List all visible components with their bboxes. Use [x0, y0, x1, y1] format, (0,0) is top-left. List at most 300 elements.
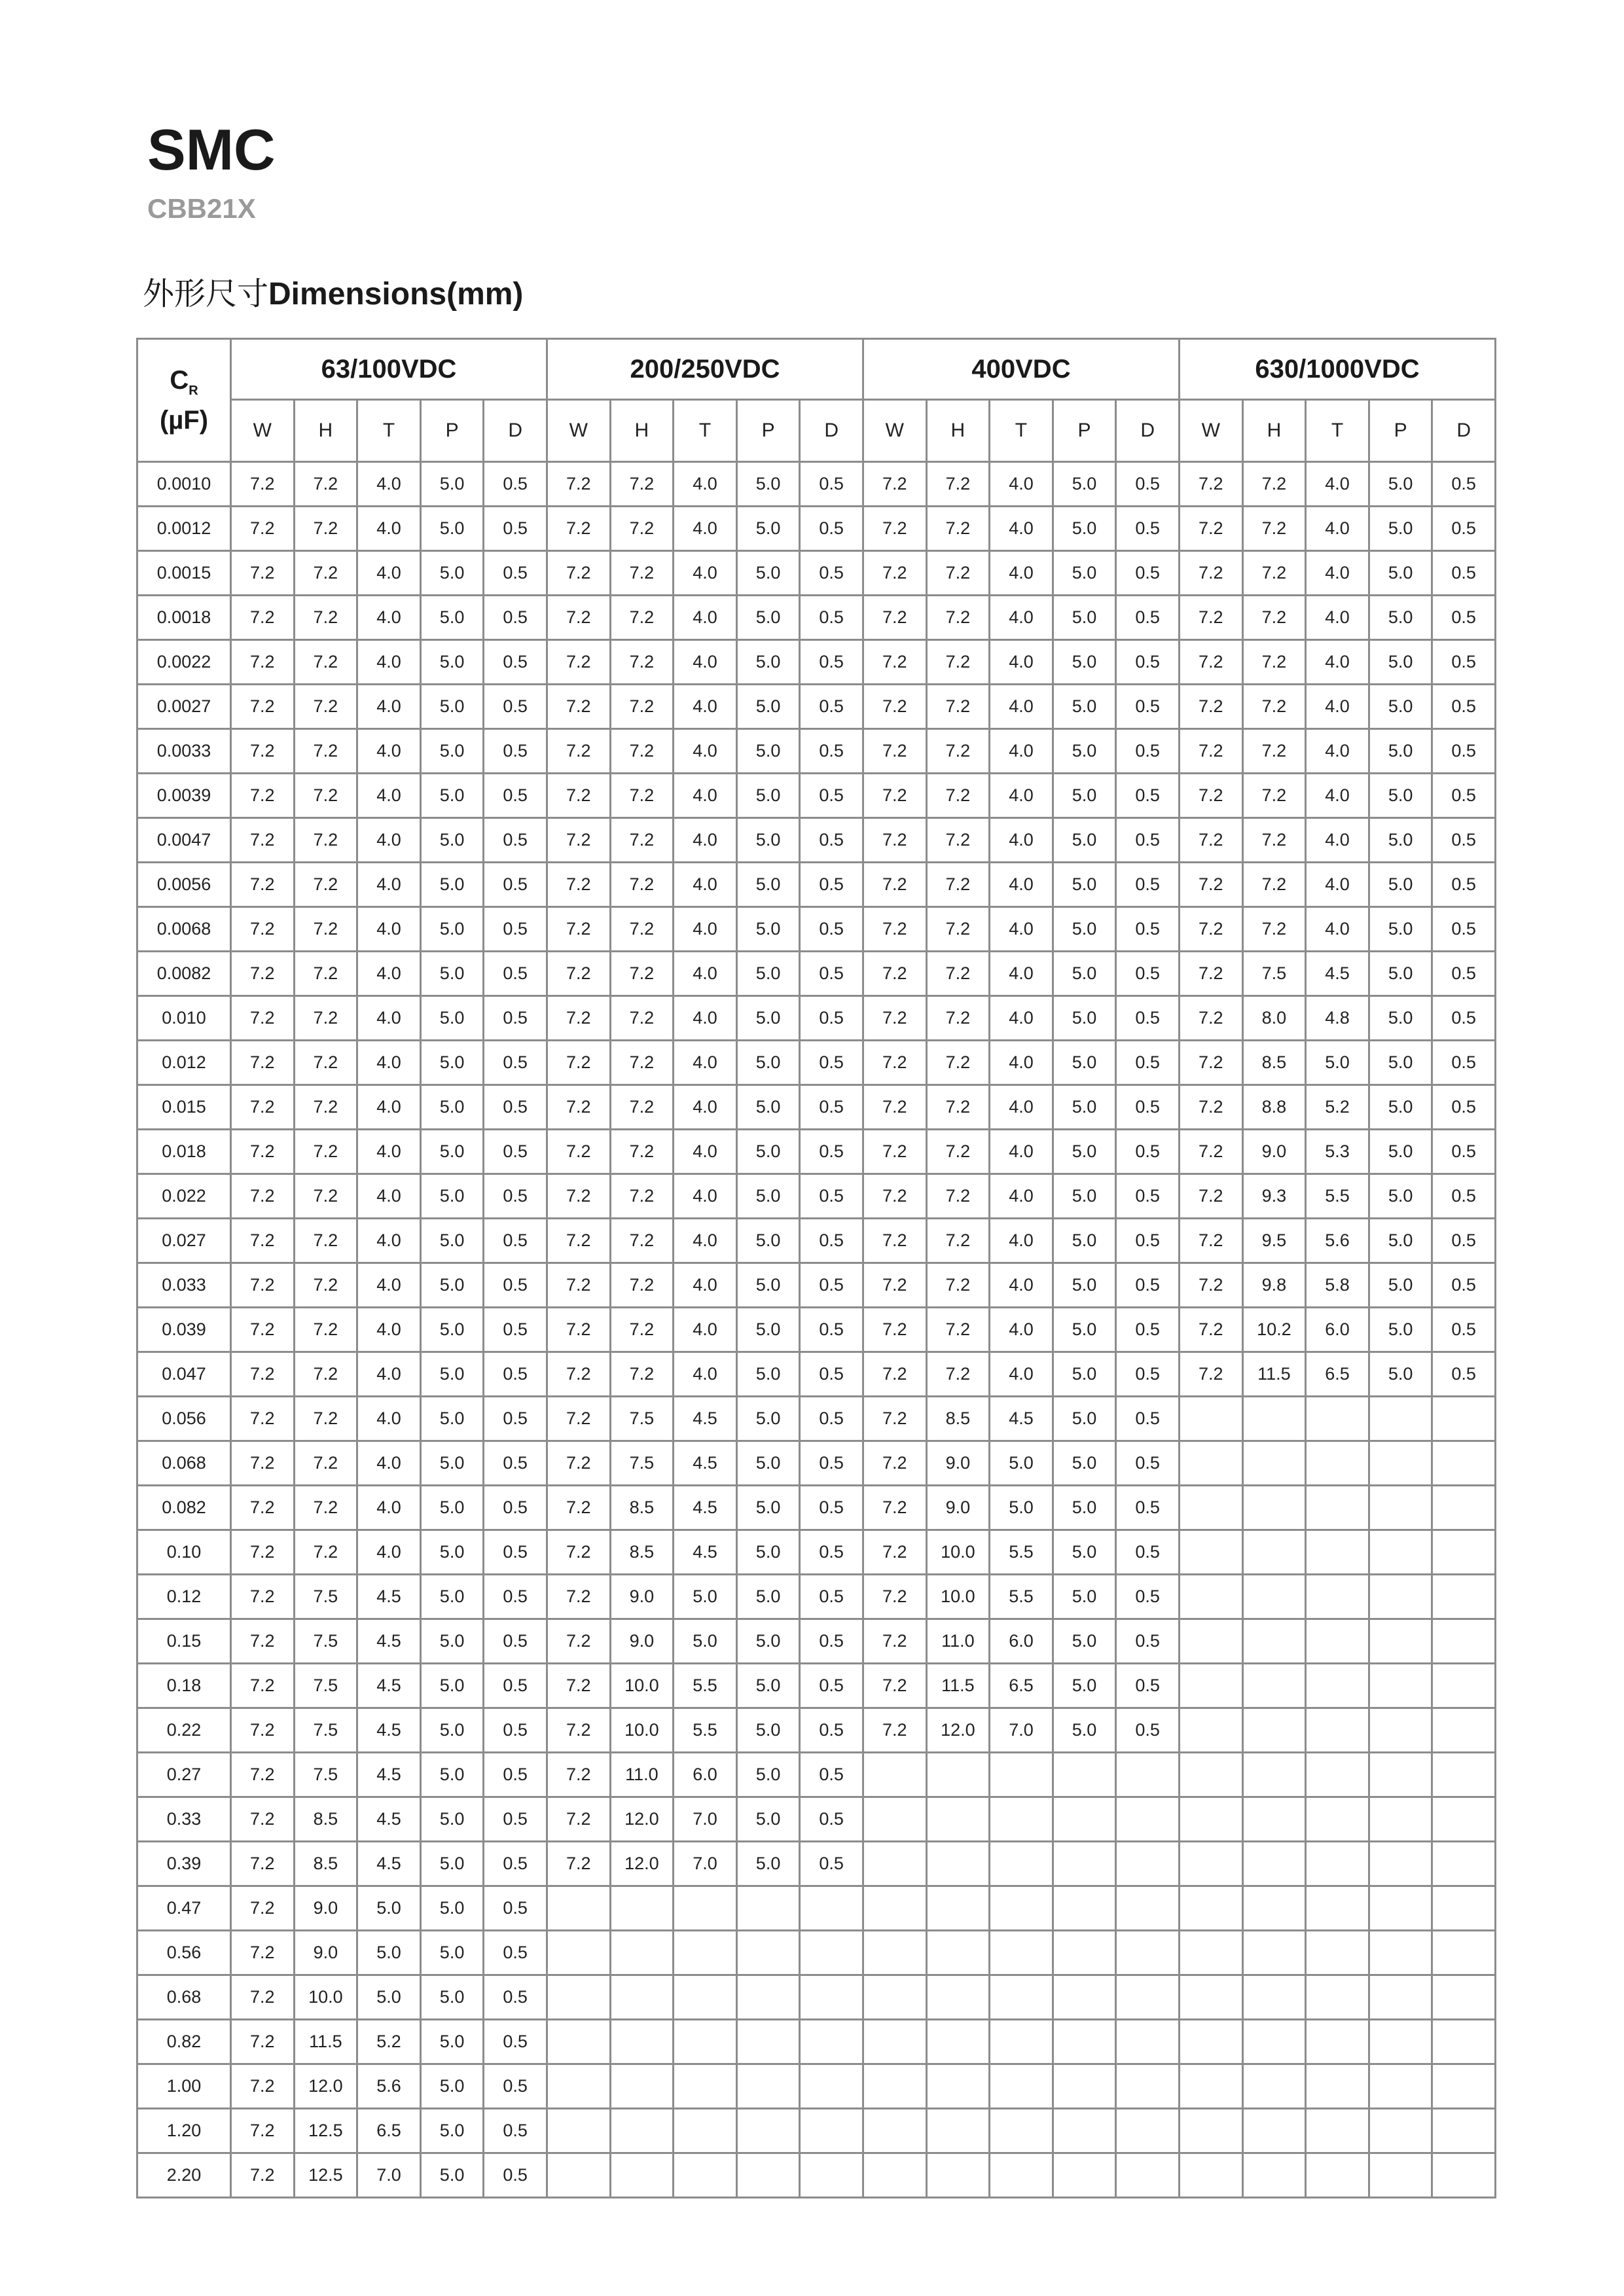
dimension-cell: 5.0 [420, 1263, 484, 1308]
dimension-cell [1180, 1619, 1243, 1664]
table-row [137, 2064, 1496, 2109]
dimension-cell [863, 2109, 926, 2153]
dimension-cell [1242, 1931, 1306, 1975]
dimension-cell: 5.0 [420, 907, 484, 952]
table-row [137, 1308, 1496, 1352]
dimension-cell: 0.5 [1432, 952, 1496, 996]
dimension-cell [610, 2109, 674, 2153]
capacitance-cell: 0.33 [137, 1797, 231, 1842]
dimension-cell: 5.2 [357, 2020, 421, 2064]
dimension-cell: 0.5 [1116, 952, 1180, 996]
dimension-cell: 7.2 [1242, 907, 1306, 952]
dimension-cell: 4.5 [357, 1842, 421, 1886]
dimension-cell: 5.0 [1369, 551, 1432, 596]
dimension-cell: 0.5 [1116, 1575, 1180, 1619]
dimension-cell: 0.5 [1116, 685, 1180, 729]
dimension-cell: 7.2 [1242, 729, 1306, 774]
dimension-cell: 0.5 [1116, 907, 1180, 952]
dimension-cell: 7.2 [1242, 818, 1306, 863]
dimension-cell [1180, 1441, 1243, 1486]
dimension-cell [1432, 1975, 1496, 2020]
dimension-cell [1369, 1797, 1432, 1842]
dimension-cell [736, 1886, 800, 1931]
dimension-cell: 5.0 [1369, 863, 1432, 907]
dimension-cell: 11.0 [610, 1753, 674, 1797]
voltage-group-header: 63/100VDC [231, 339, 547, 400]
dimension-cell: 7.2 [547, 1797, 611, 1842]
dimension-cell: 4.5 [357, 1708, 421, 1753]
dimension-cell: 6.5 [990, 1664, 1053, 1708]
dimension-cell: 5.0 [1369, 640, 1432, 685]
dimension-cell: 0.5 [484, 1441, 547, 1486]
dimension-cell: 7.2 [1180, 1130, 1243, 1174]
dimension-cell: 7.2 [231, 1308, 295, 1352]
capacitance-cell: 0.22 [137, 1708, 231, 1753]
dimension-cell [990, 1931, 1053, 1975]
dimension-cell: 5.0 [420, 1708, 484, 1753]
dimension-cell: 7.2 [610, 1219, 674, 1263]
dimension-cell: 6.0 [674, 1753, 737, 1797]
dimension-cell: 4.0 [990, 1263, 1053, 1308]
dimension-cell: 7.2 [294, 1397, 357, 1441]
dimension-cell: 7.2 [547, 863, 611, 907]
dimension-cell: 7.2 [610, 1130, 674, 1174]
dimension-cell: 0.5 [800, 818, 863, 863]
dimension-cell: 5.0 [736, 1397, 800, 1441]
capacitance-cell: 0.0027 [137, 685, 231, 729]
dimension-cell: 7.2 [1242, 507, 1306, 551]
dimension-cell: 0.5 [484, 1041, 547, 1085]
capacitance-cell: 0.0022 [137, 640, 231, 685]
dimension-cell: 7.2 [1180, 1041, 1243, 1085]
table-row [137, 1619, 1496, 1664]
dimension-cell [1306, 1842, 1369, 1886]
dimension-cell: 5.0 [990, 1441, 1053, 1486]
dimension-cell [1180, 1575, 1243, 1619]
dimension-cell: 4.0 [357, 507, 421, 551]
dimension-cell: 0.5 [484, 907, 547, 952]
dimension-column-header-row [137, 400, 1496, 462]
dimension-cell: 7.2 [547, 774, 611, 818]
dimension-cell: 4.0 [990, 1174, 1053, 1219]
voltage-group-header-row [137, 339, 1496, 400]
dimension-cell: 7.2 [1180, 1174, 1243, 1219]
dimension-cell: 0.5 [800, 640, 863, 685]
dimension-cell [1116, 1886, 1180, 1931]
dimension-cell [547, 2020, 611, 2064]
dimension-cell: 7.2 [926, 1174, 990, 1219]
dimension-cell: 5.0 [736, 1263, 800, 1308]
dimension-cell: 7.2 [231, 863, 295, 907]
dimension-cell: 7.2 [294, 818, 357, 863]
dimension-cell [1306, 2109, 1369, 2153]
dimension-cell: 7.5 [294, 1753, 357, 1797]
dimension-cell: 7.2 [863, 863, 926, 907]
section-title-cn: 外形尺寸 [143, 276, 269, 312]
dimension-cell: 7.2 [926, 1263, 990, 1308]
dimension-cell: 5.0 [1369, 1174, 1432, 1219]
dimension-cell: 0.5 [484, 1130, 547, 1174]
dimension-cell: 9.0 [610, 1619, 674, 1664]
dimension-cell: 5.0 [420, 1797, 484, 1842]
dimension-cell: 7.2 [610, 462, 674, 507]
voltage-group-header: 200/250VDC [547, 339, 863, 400]
dimension-cell: 0.5 [1116, 774, 1180, 818]
capacitance-cell: 0.0056 [137, 863, 231, 907]
dimension-column-header: P [420, 400, 484, 462]
dimension-cell [926, 1886, 990, 1931]
dimension-cell: 4.0 [990, 774, 1053, 818]
dimension-cell: 5.0 [1369, 507, 1432, 551]
dimension-cell: 5.0 [736, 952, 800, 996]
dimension-cell: 7.2 [231, 1619, 295, 1664]
dimension-cell [926, 2020, 990, 2064]
dimension-cell: 5.0 [1053, 1397, 1116, 1441]
dimension-cell: 7.2 [547, 1575, 611, 1619]
dimension-cell [1369, 1619, 1432, 1664]
dimension-cell: 0.5 [1432, 462, 1496, 507]
dimension-cell: 7.2 [926, 952, 990, 996]
dimension-cell [1369, 1397, 1432, 1441]
dimension-cell: 7.2 [547, 1664, 611, 1708]
dimension-cell: 0.5 [800, 551, 863, 596]
dimension-cell: 0.5 [800, 1708, 863, 1753]
dimension-cell: 10.0 [610, 1664, 674, 1708]
dimension-cell [1369, 1975, 1432, 2020]
table-row [137, 996, 1496, 1041]
dimension-cell: 7.2 [1180, 685, 1243, 729]
capacitance-cell: 0.018 [137, 1130, 231, 1174]
dimension-cell: 0.5 [484, 1619, 547, 1664]
dimension-cell [990, 2153, 1053, 2198]
dimension-cell: 0.5 [1432, 685, 1496, 729]
dimension-cell [1116, 1931, 1180, 1975]
dimension-cell: 5.0 [420, 1041, 484, 1085]
dimension-cell [1116, 2064, 1180, 2109]
dimension-cell [736, 2064, 800, 2109]
dimension-cell: 7.2 [863, 952, 926, 996]
dimension-cell: 7.2 [231, 952, 295, 996]
dimension-cell: 9.0 [926, 1486, 990, 1530]
dimension-cell [1180, 1886, 1243, 1931]
dimension-cell: 7.2 [547, 596, 611, 640]
dimension-cell: 4.0 [357, 1263, 421, 1308]
dimension-cell: 5.8 [1306, 1263, 1369, 1308]
dimension-cell [1242, 1886, 1306, 1931]
dimension-cell [990, 1753, 1053, 1797]
dimension-cell: 0.5 [800, 1041, 863, 1085]
dimension-cell [1369, 2109, 1432, 2153]
dimension-cell: 4.0 [357, 1441, 421, 1486]
dimension-cell [736, 1975, 800, 2020]
capacitance-cell: 0.0039 [137, 774, 231, 818]
dimension-cell: 4.0 [674, 1263, 737, 1308]
dimension-cell [1053, 1931, 1116, 1975]
dimension-cell: 0.5 [484, 1486, 547, 1530]
capacitance-cell: 0.0012 [137, 507, 231, 551]
dimension-cell: 7.2 [863, 1219, 926, 1263]
dimension-cell: 5.0 [736, 1664, 800, 1708]
dimension-cell: 0.5 [800, 1130, 863, 1174]
dimension-cell [1369, 1753, 1432, 1797]
dimension-cell: 0.5 [484, 2064, 547, 2109]
dimension-column-header: T [674, 400, 737, 462]
dimension-cell [1432, 1486, 1496, 1530]
dimension-cell: 5.0 [1369, 1352, 1432, 1397]
capacitance-cell: 0.10 [137, 1530, 231, 1575]
dimension-cell [1242, 1441, 1306, 1486]
dimension-cell: 7.2 [863, 1664, 926, 1708]
table-row [137, 462, 1496, 507]
dimension-cell [1180, 1397, 1243, 1441]
dimension-cell: 7.2 [610, 774, 674, 818]
dimension-cell: 4.0 [1306, 907, 1369, 952]
dimension-cell: 4.0 [674, 1130, 737, 1174]
dimension-cell: 5.0 [1369, 1308, 1432, 1352]
dimension-cell [926, 1975, 990, 2020]
dimension-cell: 0.5 [1116, 996, 1180, 1041]
dimension-cell [736, 2153, 800, 2198]
dimension-cell: 7.2 [231, 2109, 295, 2153]
dimension-cell: 7.2 [231, 1931, 295, 1975]
dimension-cell [674, 1975, 737, 2020]
dimension-cell: 7.2 [231, 1530, 295, 1575]
dimension-cell: 5.0 [420, 640, 484, 685]
dimension-cell: 7.2 [610, 1308, 674, 1352]
table-row [137, 1041, 1496, 1085]
dimension-cell: 0.5 [484, 1174, 547, 1219]
dimension-cell: 0.5 [1116, 1486, 1180, 1530]
dimension-cell: 7.2 [863, 596, 926, 640]
dimension-cell: 7.5 [294, 1664, 357, 1708]
dimension-cell: 8.5 [294, 1797, 357, 1842]
dimension-cell [1306, 1664, 1369, 1708]
dimension-cell: 7.2 [926, 685, 990, 729]
table-row [137, 1975, 1496, 2020]
dimension-cell: 4.0 [990, 551, 1053, 596]
dimension-cell [1306, 1708, 1369, 1753]
dimension-cell: 4.0 [674, 1174, 737, 1219]
dimension-cell [1180, 1753, 1243, 1797]
table-row [137, 1130, 1496, 1174]
dimension-cell: 0.5 [1432, 551, 1496, 596]
capacitance-cell: 0.015 [137, 1085, 231, 1130]
dimension-cell [1116, 2109, 1180, 2153]
dimension-cell: 10.0 [926, 1575, 990, 1619]
dimension-cell [1053, 2064, 1116, 2109]
dimension-cell: 4.0 [1306, 774, 1369, 818]
dimension-cell: 0.5 [484, 2020, 547, 2064]
dimension-cell: 7.2 [294, 1263, 357, 1308]
dimension-cell: 5.0 [736, 1041, 800, 1085]
dimension-column-header: P [1053, 400, 1116, 462]
dimension-cell: 7.5 [610, 1441, 674, 1486]
dimension-cell: 0.5 [1432, 907, 1496, 952]
dimension-cell: 0.5 [484, 1886, 547, 1931]
dimension-cell: 7.2 [1180, 640, 1243, 685]
dimension-cell: 4.0 [1306, 596, 1369, 640]
dimension-cell: 5.0 [420, 1664, 484, 1708]
dimension-cell: 5.0 [736, 1530, 800, 1575]
dimension-cell: 5.0 [1369, 818, 1432, 863]
dimension-cell: 4.0 [674, 685, 737, 729]
dimensions-table [136, 338, 1496, 2198]
dimension-cell: 0.5 [800, 863, 863, 907]
dimension-cell: 0.5 [484, 1842, 547, 1886]
dimension-cell [1369, 1842, 1432, 1886]
dimension-cell: 0.5 [800, 729, 863, 774]
dimension-cell [674, 2064, 737, 2109]
capacitance-cell: 0.010 [137, 996, 231, 1041]
dimension-cell: 4.0 [990, 907, 1053, 952]
dimension-column-header: W [231, 400, 295, 462]
dimension-cell [1306, 2153, 1369, 2198]
dimension-cell: 7.2 [610, 1352, 674, 1397]
dimension-cell: 5.0 [1053, 1263, 1116, 1308]
dimension-cell: 5.0 [990, 1486, 1053, 1530]
dimension-column-header: T [990, 400, 1053, 462]
dimension-cell: 5.0 [1369, 685, 1432, 729]
dimension-cell: 4.0 [1306, 551, 1369, 596]
dimension-cell: 0.5 [1116, 1130, 1180, 1174]
dimension-cell: 5.0 [420, 2064, 484, 2109]
dimension-cell [1242, 2153, 1306, 2198]
dimension-cell: 7.2 [1180, 551, 1243, 596]
dimension-cell: 4.5 [674, 1397, 737, 1441]
dimension-cell: 7.2 [863, 685, 926, 729]
dimension-cell: 0.5 [484, 818, 547, 863]
dimension-cell: 7.2 [547, 1619, 611, 1664]
dimension-cell: 0.5 [1116, 1352, 1180, 1397]
dimension-cell: 7.2 [1242, 863, 1306, 907]
dimension-cell: 7.2 [863, 774, 926, 818]
dimension-cell: 7.2 [294, 1441, 357, 1486]
dimension-cell [1116, 1797, 1180, 1842]
table-row [137, 1441, 1496, 1486]
dimension-cell: 7.2 [926, 818, 990, 863]
dimension-cell: 0.5 [1432, 507, 1496, 551]
capacitance-header [137, 339, 231, 462]
dimension-cell: 4.0 [674, 907, 737, 952]
dimension-cell: 7.2 [1180, 907, 1243, 952]
dimension-cell: 9.8 [1242, 1263, 1306, 1308]
dimension-cell: 5.0 [736, 1085, 800, 1130]
dimension-cell: 12.0 [294, 2064, 357, 2109]
dimension-cell: 7.0 [674, 1797, 737, 1842]
dimension-cell: 5.0 [357, 1975, 421, 2020]
dimension-cell: 5.0 [420, 1397, 484, 1441]
dimension-cell: 7.2 [231, 1085, 295, 1130]
dimension-cell: 7.2 [1242, 685, 1306, 729]
dimension-cell [1432, 2064, 1496, 2109]
dimension-cell: 5.0 [1369, 1041, 1432, 1085]
dimension-cell [1432, 1842, 1496, 1886]
dimension-cell [1432, 1575, 1496, 1619]
dimension-cell [1180, 1975, 1243, 2020]
dimension-cell: 5.0 [420, 952, 484, 996]
dimension-cell: 4.0 [674, 729, 737, 774]
dimension-cell [736, 2109, 800, 2153]
dimension-cell [1180, 1664, 1243, 1708]
dimension-cell: 5.5 [1306, 1174, 1369, 1219]
dimension-cell: 7.2 [1180, 1219, 1243, 1263]
table-row [137, 1085, 1496, 1130]
dimension-cell: 7.2 [863, 462, 926, 507]
dimension-cell: 5.0 [736, 1174, 800, 1219]
dimension-cell [800, 2020, 863, 2064]
dimension-cell: 5.0 [1369, 729, 1432, 774]
table-row [137, 596, 1496, 640]
dimension-cell [926, 2153, 990, 2198]
dimension-cell [1369, 1931, 1432, 1975]
dimension-cell: 5.0 [420, 1931, 484, 1975]
dimension-cell: 4.5 [357, 1797, 421, 1842]
dimension-cell: 7.5 [294, 1708, 357, 1753]
dimension-cell: 7.2 [231, 462, 295, 507]
voltage-group-header: 630/1000VDC [1180, 339, 1496, 400]
dimension-cell: 7.2 [863, 1263, 926, 1308]
dimension-cell [1242, 2020, 1306, 2064]
dimension-cell: 5.0 [1053, 1174, 1116, 1219]
dimension-cell [800, 1931, 863, 1975]
dimension-cell: 5.6 [1306, 1219, 1369, 1263]
dimension-cell: 9.3 [1242, 1174, 1306, 1219]
dimension-cell: 7.2 [1180, 1085, 1243, 1130]
dimension-cell: 10.2 [1242, 1308, 1306, 1352]
dimension-cell: 7.2 [926, 1219, 990, 1263]
dimension-cell: 7.2 [1180, 507, 1243, 551]
dimension-cell [1432, 2109, 1496, 2153]
dimension-cell [926, 1931, 990, 1975]
dimension-cell: 11.0 [926, 1619, 990, 1664]
capacitance-cell: 1.00 [137, 2064, 231, 2109]
dimension-cell: 7.2 [863, 1619, 926, 1664]
dimension-cell [674, 2109, 737, 2153]
capacitance-header-unit: (µF) [159, 406, 209, 435]
dimension-cell [1116, 2020, 1180, 2064]
capacitance-cell: 0.0010 [137, 462, 231, 507]
dimension-cell: 4.5 [357, 1753, 421, 1797]
dimension-column-header: T [1306, 400, 1369, 462]
dimension-cell [800, 1975, 863, 2020]
dimension-cell [1242, 1486, 1306, 1530]
dimension-cell [1242, 2064, 1306, 2109]
dimension-cell: 0.5 [484, 640, 547, 685]
dimension-cell: 0.5 [1116, 1708, 1180, 1753]
dimension-cell: 7.2 [231, 1797, 295, 1842]
dimension-cell: 7.2 [294, 774, 357, 818]
dimension-cell: 9.0 [1242, 1130, 1306, 1174]
capacitance-cell: 0.0015 [137, 551, 231, 596]
dimension-cell: 7.2 [231, 1975, 295, 2020]
dimension-cell: 4.0 [1306, 507, 1369, 551]
dimension-cell: 4.0 [990, 1219, 1053, 1263]
dimension-cell: 0.5 [484, 1263, 547, 1308]
dimension-cell: 7.2 [547, 1219, 611, 1263]
dimension-cell: 7.5 [294, 1619, 357, 1664]
dimension-cell: 5.0 [420, 1308, 484, 1352]
dimension-cell [1306, 2020, 1369, 2064]
dimension-cell: 0.5 [484, 596, 547, 640]
dimension-cell [800, 2153, 863, 2198]
dimension-cell [1306, 1441, 1369, 1486]
dimension-cell: 7.2 [863, 818, 926, 863]
dimension-cell: 4.0 [674, 640, 737, 685]
dimension-cell: 7.2 [926, 863, 990, 907]
dimension-cell: 12.5 [294, 2109, 357, 2153]
dimension-cell: 5.0 [1053, 1130, 1116, 1174]
dimension-cell: 5.0 [1053, 774, 1116, 818]
